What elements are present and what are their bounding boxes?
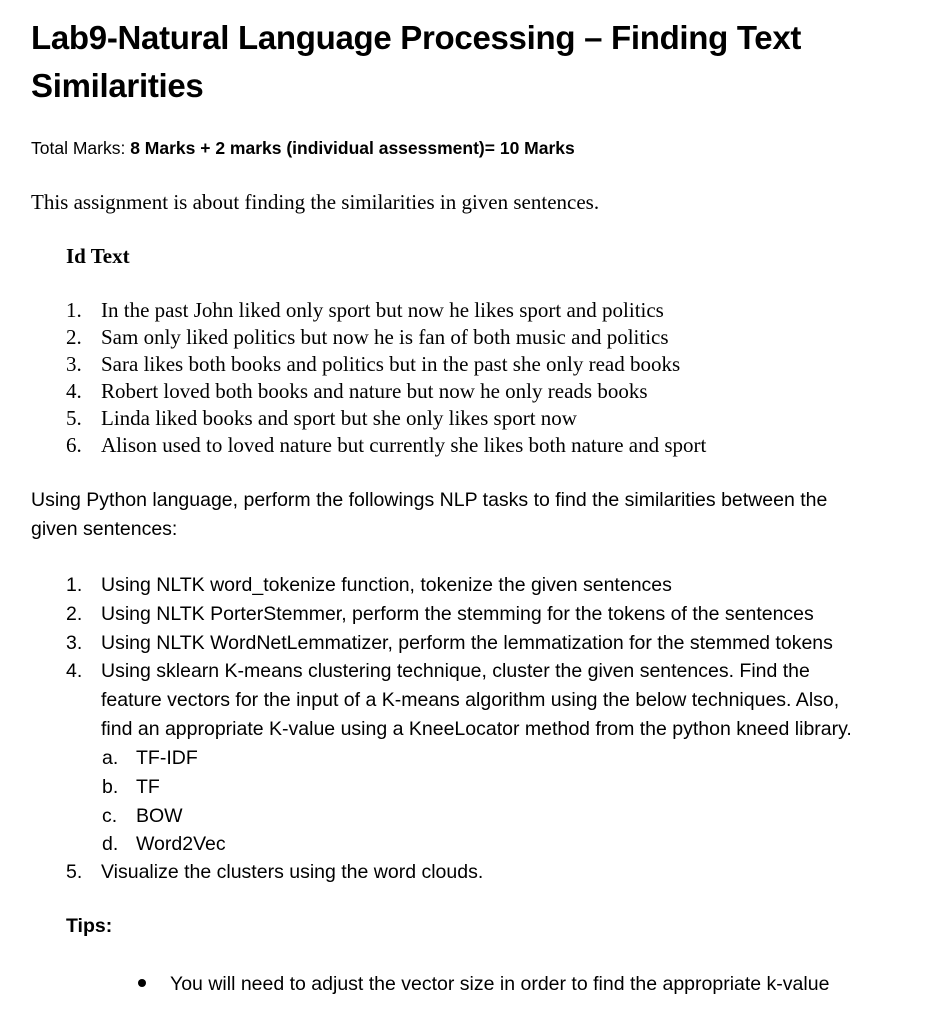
- instruction-line: given sentences:: [31, 518, 178, 540]
- instruction-paragraph: [31, 486, 931, 544]
- list-item: [66, 351, 706, 378]
- list-item: [66, 297, 706, 324]
- list-item: [66, 830, 226, 859]
- list-item: [66, 600, 946, 629]
- technique-text: Word2Vec: [136, 833, 226, 856]
- sentence-text: In the past John liked only sport but now he likes sport and politics: [101, 298, 664, 322]
- item-number: 4.: [66, 379, 82, 403]
- list-item: [66, 432, 706, 459]
- sentence-text: Sam only liked politics but now he is fan of both music and politics: [101, 325, 669, 349]
- item-number: 1.: [66, 298, 82, 322]
- total-marks-value: 8 Marks + 2 marks (individual assessment)= 10 Marks: [130, 138, 575, 158]
- list-item: [66, 858, 483, 887]
- item-number: 5.: [66, 406, 82, 430]
- task-list: [66, 571, 946, 744]
- tip-item: [134, 970, 829, 998]
- task-text: Using sklearn K-means clustering technique, cluster the given sentences. Find the: [101, 660, 810, 683]
- item-letter: b.: [102, 775, 119, 798]
- item-number: 2.: [66, 325, 82, 349]
- list-item: [66, 378, 706, 405]
- tip-text: You will need to adjust the vector size in order to find the appropriate k-value: [170, 973, 830, 995]
- technique-text: TF: [136, 775, 160, 798]
- bullet-icon: [138, 979, 146, 987]
- technique-text: BOW: [136, 804, 183, 827]
- list-item: [66, 802, 226, 831]
- task-text: Visualize the clusters using the word clouds.: [101, 861, 484, 883]
- list-item: [66, 405, 706, 432]
- tips-heading: Tips:: [66, 915, 113, 937]
- total-marks: [31, 136, 575, 160]
- item-number: 4.: [66, 660, 83, 683]
- item-number: 3.: [66, 352, 82, 376]
- task-text: find an appropriate K-value using a KneeLocator method from the python kneed library.: [101, 717, 852, 740]
- task-text: Using NLTK PorterStemmer, perform the stemming for the tokens of the sentences: [101, 602, 814, 625]
- sentences-header: Id Text: [66, 244, 130, 268]
- total-marks-label: Total Marks:: [31, 138, 131, 158]
- item-letter: c.: [102, 804, 118, 827]
- list-item: [66, 571, 946, 600]
- list-item: [66, 744, 226, 773]
- document-title: Lab9-Natural Language Processing – Finding Text Similarities: [31, 19, 802, 104]
- task-text: feature vectors for the input of a K-means algorithm using the below techniques. Also,: [101, 689, 840, 712]
- item-number: 2.: [66, 602, 83, 625]
- technique-list: [66, 744, 226, 859]
- sentence-text: Sara likes both books and politics but in the past she only read books: [101, 352, 681, 376]
- sentence-list: [66, 297, 706, 459]
- task-text: Using NLTK word_tokenize function, tokenize the given sentences: [101, 574, 672, 596]
- item-letter: d.: [102, 833, 119, 856]
- sentence-text: Alison used to loved nature but currently she likes both nature and sport: [101, 433, 707, 457]
- list-item: [66, 657, 946, 743]
- item-number: 3.: [66, 631, 83, 654]
- sentence-text: Linda liked books and sport but she only likes sport now: [101, 406, 577, 430]
- technique-text: TF-IDF: [136, 747, 198, 769]
- item-number: 1.: [66, 574, 83, 596]
- item-number: 5.: [66, 861, 83, 883]
- instruction-line: Using Python language, perform the followings NLP tasks to find the similarities between the: [31, 489, 828, 511]
- item-letter: a.: [102, 747, 119, 769]
- list-item: [66, 324, 706, 351]
- list-item: [66, 629, 946, 658]
- task-text: Using NLTK WordNetLemmatizer, perform the lemmatization for the stemmed tokens: [101, 631, 833, 654]
- intro-paragraph: This assignment is about finding the similarities in given sentences.: [31, 190, 600, 214]
- item-number: 6.: [66, 433, 82, 457]
- sentence-text: Robert loved both books and nature but now he only reads books: [101, 379, 648, 403]
- list-item: [66, 773, 226, 802]
